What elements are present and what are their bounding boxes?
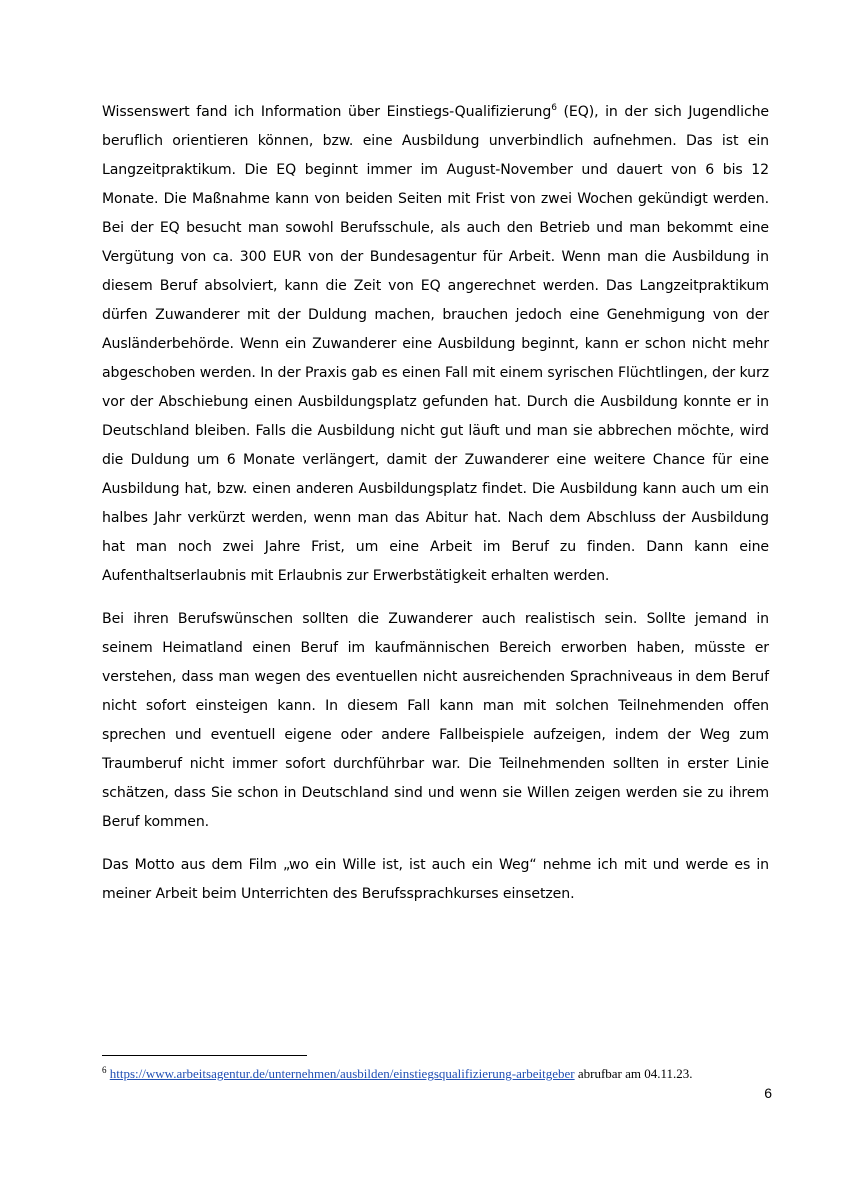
paragraph-career-wishes: Bei ihren Berufswünschen sollten die Zuwanderer auch realistisch sein. Sollte jemand in seinem Heimatland einen Beruf im kaufmännischen Bereich erworben haben, müsste er verstehen, dass man wegen des eventuellen nicht ausreichenden Sprachniveaus in dem Beruf nicht sofort einsteigen kann. In diesem Fall kann man mit solchen Teilnehmenden offen sprechen und eventuell eigene oder andere Fallbeispiele aufzeigen, indem der Weg zum Traumberuf nicht immer sofort durchführbar war. Die Teilnehmenden sollten in erster Linie schätzen, dass Sie schon in Deutschland sind und wenn sie Willen zeigen werden sie zu ihrem Beruf kommen.	[102, 611, 769, 830]
footnote-marker: 6	[102, 1065, 107, 1075]
paragraph-1-start: Wissenswert fand ich Information über Einstiegs-Qualifizierung	[102, 104, 552, 120]
paragraph-film-motto: Das Motto aus dem Film „wo ein Wille ist, ist auch ein Weg“ nehme ich mit und werde es in meiner Arbeit beim Unterrichten des Berufssprachkurses einsetzen.	[102, 857, 769, 902]
footnote-reference[interactable]: 6	[551, 103, 557, 113]
page-number: 6	[764, 1085, 772, 1101]
paragraph-1-rest: (EQ), in der sich Jugendliche beruflich orientieren können, bzw. eine Ausbildung unverbindlich aufnehmen. Das ist ein Langzeitpraktikum. Die EQ beginnt immer im August-November und dauert von 6 bis 12 Monate. Die Maßnahme kann von beiden Seiten mit Frist von zwei Wochen gekündigt werden. Bei der EQ besucht man sowohl Berufsschule, als auch den Betrieb und man bekommt eine Vergütung von ca. 300 EUR von der Bundesagentur für Arbeit. Wenn man die Ausbildung in diesem Beruf absolviert, kann die Zeit von EQ angerechnet werden. Das Langzeitpraktikum dürfen Zuwanderer mit der Duldung machen, brauchen jedoch eine Genehmigung von der Ausländerbehörde. Wenn ein Zuwanderer eine Ausbildung beginnt, kann er schon nicht mehr abgeschoben werden. In der Praxis gab es einen Fall mit einem syrischen Flüchtlingen, der kurz vor der Abschiebung einen Ausbildungsplatz gefunden hat. Durch die Ausbildung konnte er in Deutschland bleiben. Falls die Ausbildung nicht gut läuft und man sie abbrechen möchte, wird die Duldung um 6 Monate verlängert, damit der Zuwanderer eine weitere Chance für eine Ausbildung hat, bzw. einen anderen Ausbildungsplatz findet. Die Ausbildung kann auch um ein halbes Jahr verkürzt werden, wenn man das Abitur hat. Nach dem Abschluss der Ausbildung hat man noch zwei Jahre Frist, um eine Arbeit im Beruf zu finden. Dann kann eine Aufenthaltserlaubnis mit Erlaubnis zur Erwerbstätigkeit erhalten werden.	[102, 104, 769, 584]
body-text	[102, 98, 769, 909]
footnote	[102, 1066, 792, 1082]
footnote-suffix: abrufbar am 04.11.23.	[574, 1066, 693, 1081]
paragraph-eq-information	[102, 98, 769, 591]
footnote-link[interactable]: https://www.arbeitsagentur.de/unternehmen/ausbilden/einstiegsqualifizierung-arbeitgeber	[109, 1066, 575, 1081]
footnote-separator	[102, 1055, 307, 1056]
